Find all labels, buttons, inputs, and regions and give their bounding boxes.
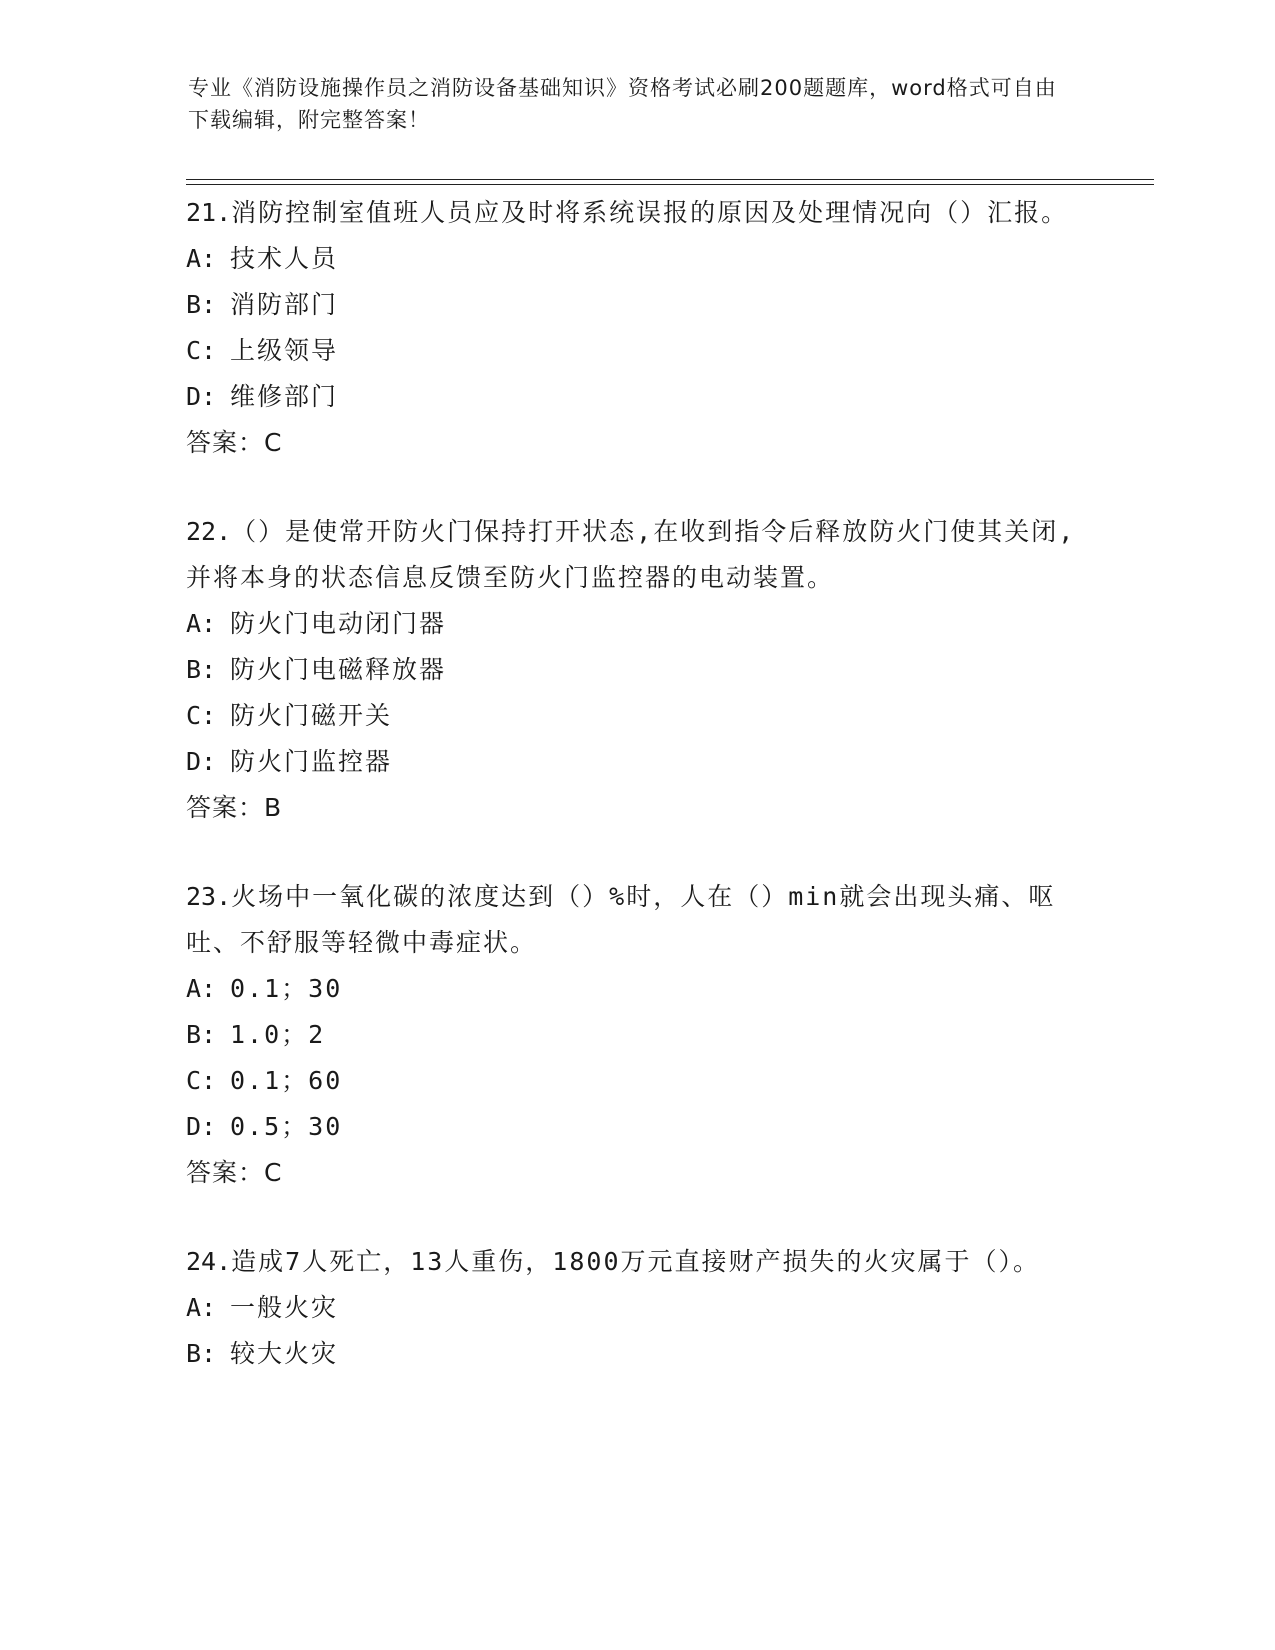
option-label: A:: [186, 974, 217, 1003]
option-b: [186, 1012, 1086, 1058]
option-d: [186, 374, 1086, 420]
option-label: B:: [186, 655, 217, 684]
question-number: 23.: [186, 882, 232, 911]
header-divider-bottom: [186, 184, 1154, 185]
option-b: [186, 1331, 1086, 1377]
option-label: A:: [186, 244, 217, 273]
option-text: 0.1；30: [230, 974, 343, 1003]
option-label: B:: [186, 290, 217, 319]
answer-text: 答案：C: [186, 1158, 283, 1187]
question-text: 火场中一氧化碳的浓度达到（）%时，人在（）min就会出现头痛、呕吐、不舒服等轻微中毒症状。: [186, 882, 1056, 957]
option-d: [186, 1104, 1086, 1150]
option-label: C:: [186, 336, 217, 365]
question-24: [186, 1239, 1086, 1377]
option-b: [186, 647, 1086, 693]
document-title: 专业《消防设施操作员之消防设备基础知识》资格考试必刷200题题库，word格式可自由下载编辑，附完整答案！: [188, 76, 1057, 132]
question-number: 22.: [186, 517, 232, 546]
question-22: [186, 509, 1086, 831]
option-text: 防火门磁开关: [230, 701, 393, 730]
option-c: [186, 1058, 1086, 1104]
option-text: 技术人员: [230, 244, 339, 273]
question-text: （）是使常开防火门保持打开状态,在收到指令后释放防火门使其关闭,并将本身的状态信息反馈至防火门监控器的电动装置。: [186, 517, 1076, 592]
option-text: 防火门电磁释放器: [230, 655, 447, 684]
option-a: [186, 601, 1086, 647]
question-text: 消防控制室值班人员应及时将系统误报的原因及处理情况向（）汇报。: [231, 198, 1069, 227]
question-stem: [186, 509, 1086, 601]
question-number: 24.: [186, 1247, 232, 1276]
option-label: C:: [186, 1066, 217, 1095]
option-label: A:: [186, 1293, 217, 1322]
question-number: 21.: [186, 198, 232, 227]
option-c: [186, 328, 1086, 374]
option-a: [186, 236, 1086, 282]
option-text: 维修部门: [230, 382, 339, 411]
question-text: 造成7人死亡，13人重伤，1800万元直接财产损失的火灾属于（）。: [231, 1247, 1041, 1276]
option-label: C:: [186, 701, 217, 730]
option-label: D:: [186, 382, 217, 411]
option-label: D:: [186, 747, 217, 776]
header-divider-top: [186, 179, 1154, 180]
option-a: [186, 966, 1086, 1012]
option-text: 0.5；30: [230, 1112, 343, 1141]
option-label: A:: [186, 609, 217, 638]
option-text: 0.1；60: [230, 1066, 343, 1095]
question-21: [186, 190, 1086, 466]
question-stem: [186, 1239, 1086, 1285]
option-b: [186, 282, 1086, 328]
option-text: 较大火灾: [230, 1339, 339, 1368]
option-a: [186, 1285, 1086, 1331]
option-text: 1.0；2: [230, 1020, 326, 1049]
option-label: D:: [186, 1112, 217, 1141]
option-text: 防火门监控器: [230, 747, 393, 776]
question-stem: [186, 874, 1086, 966]
question-stem: [186, 190, 1086, 236]
option-label: B:: [186, 1020, 217, 1049]
option-text: 一般火灾: [230, 1293, 339, 1322]
option-text: 防火门电动闭门器: [230, 609, 447, 638]
option-text: 上级领导: [230, 336, 339, 365]
option-text: 消防部门: [230, 290, 339, 319]
option-c: [186, 693, 1086, 739]
answer-text: 答案：B: [186, 793, 283, 822]
answer-text: 答案：C: [186, 428, 283, 457]
question-23: [186, 874, 1086, 1196]
option-d: [186, 739, 1086, 785]
question-list: [186, 190, 1086, 1420]
option-label: B:: [186, 1339, 217, 1368]
